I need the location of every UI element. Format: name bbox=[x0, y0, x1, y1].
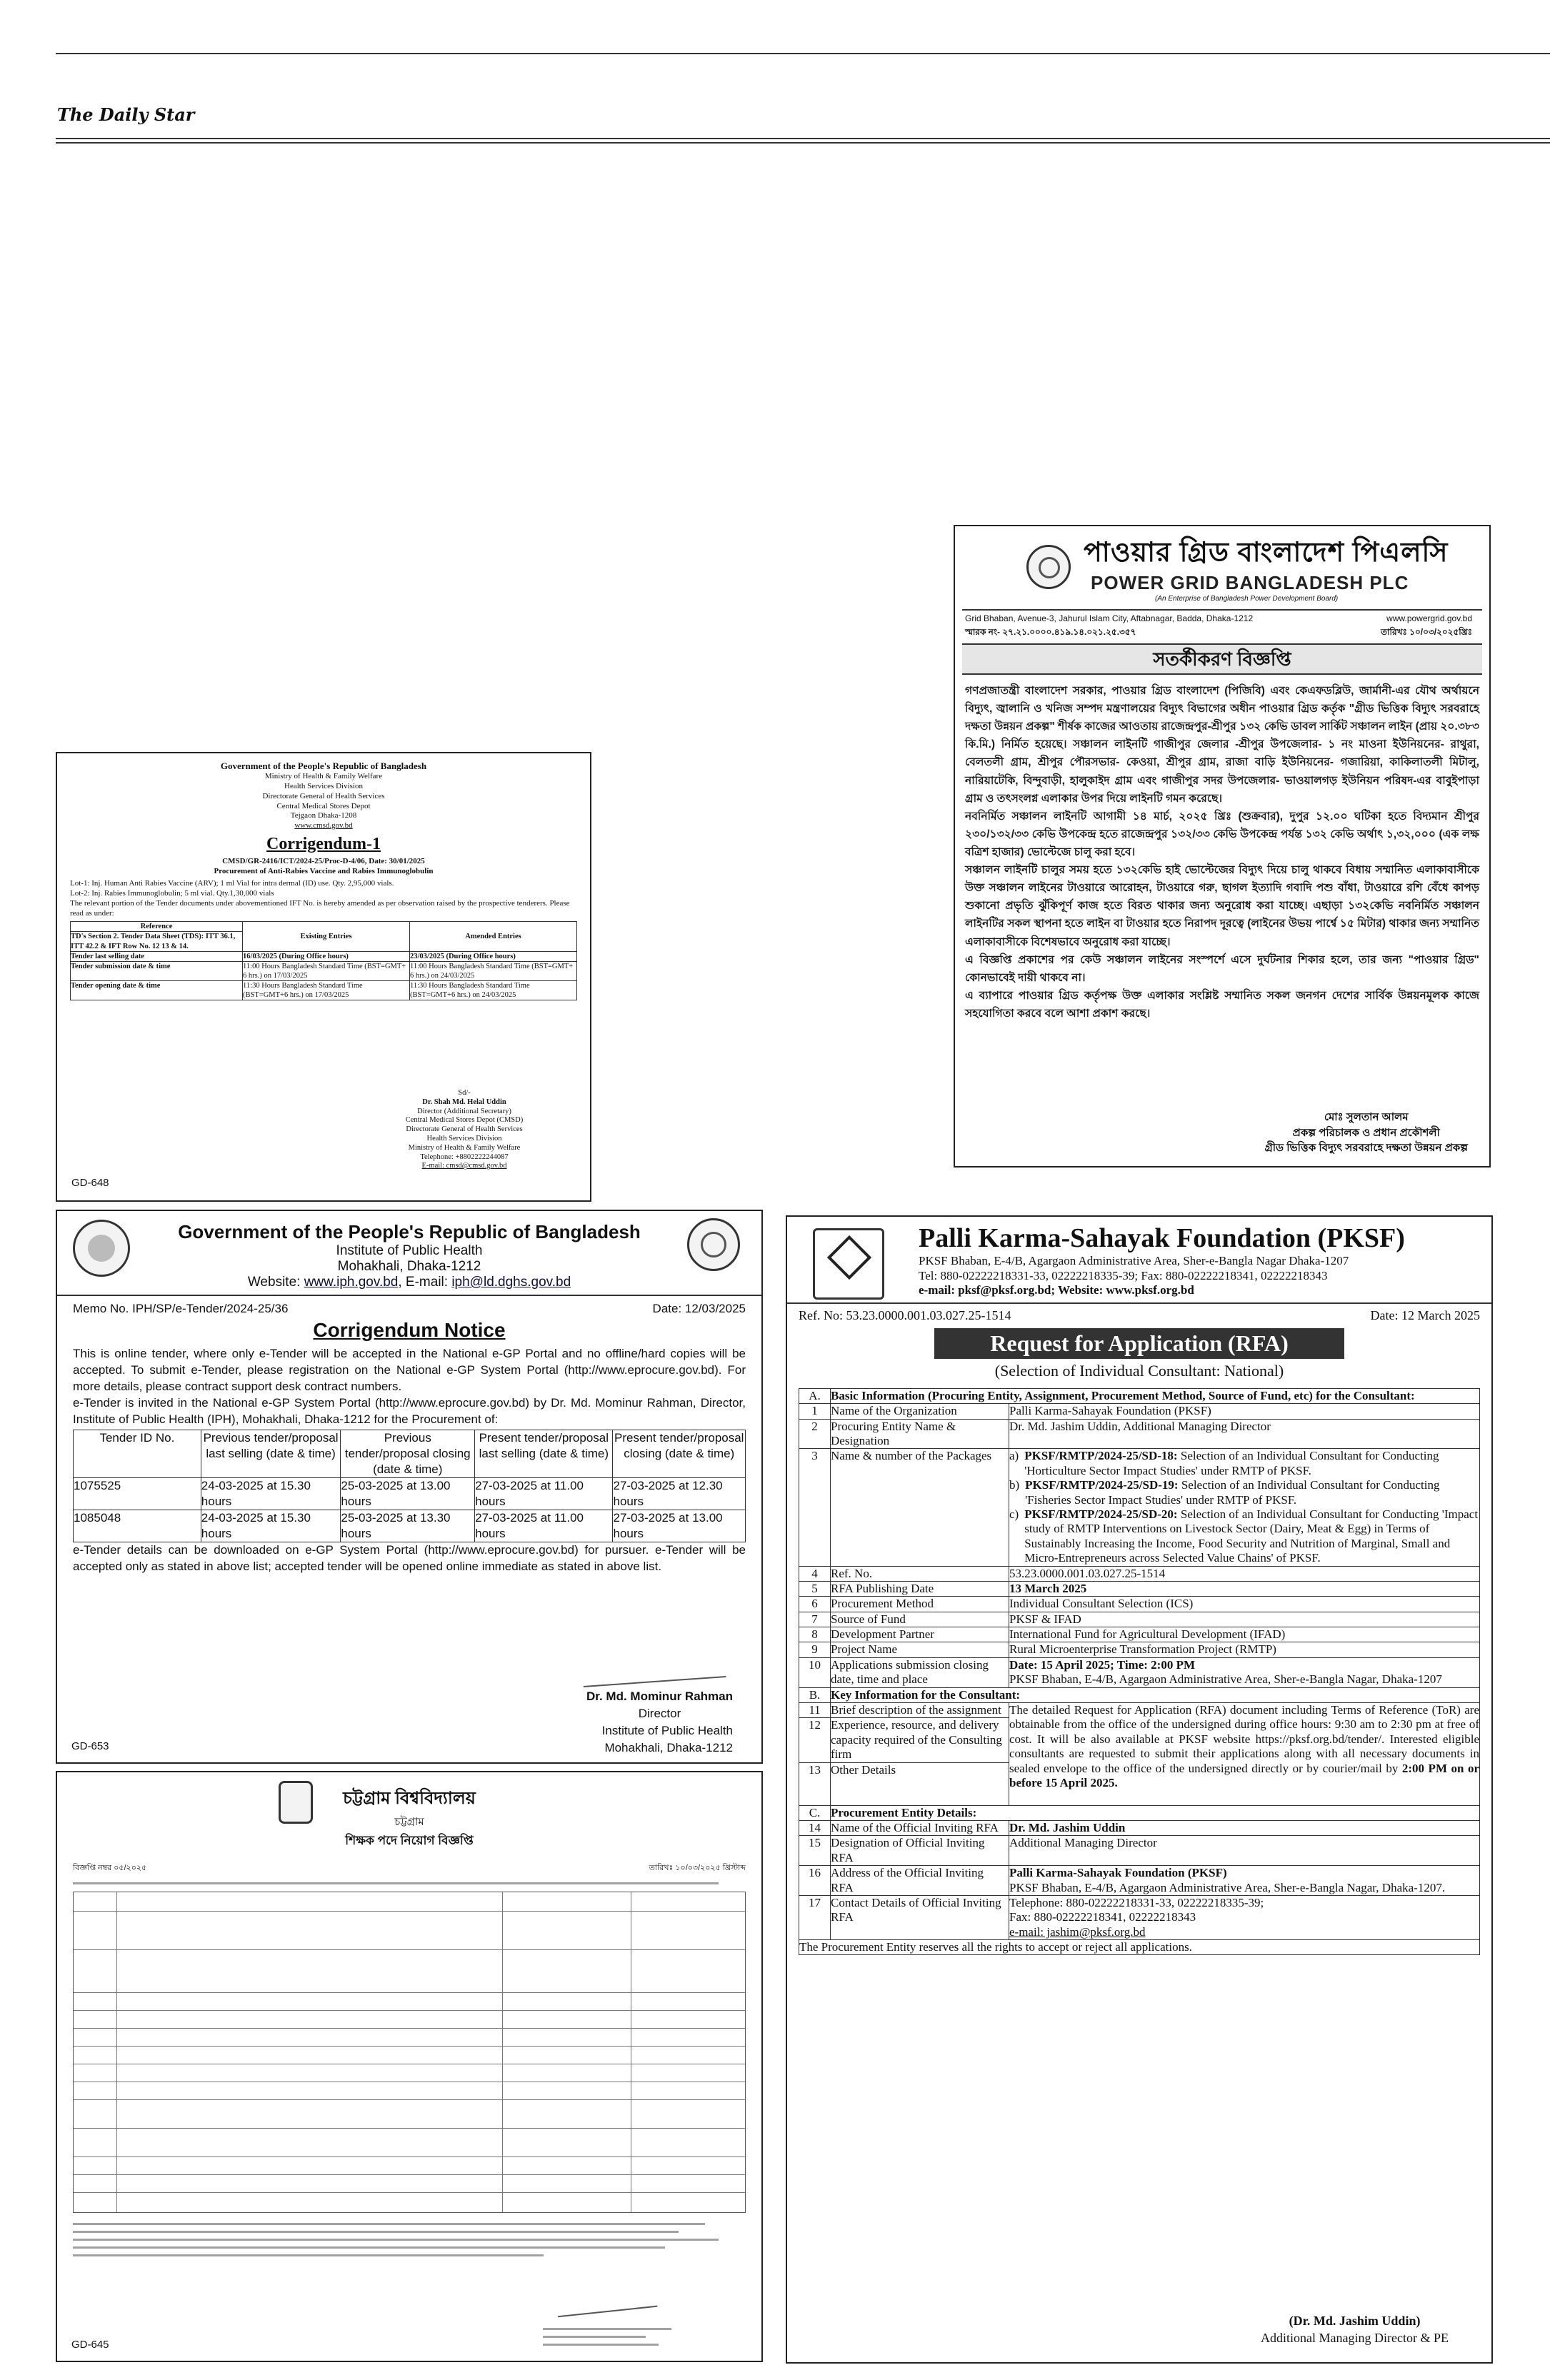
row-number: 15 bbox=[799, 1836, 831, 1866]
cu-position-table bbox=[73, 1892, 746, 2213]
sig-name: (Dr. Md. Jashim Uddin) bbox=[1289, 2314, 1421, 2329]
signature-scribble bbox=[583, 1663, 726, 1687]
pgb-signature bbox=[1264, 1110, 1468, 1156]
cu-city: চট্টগ্রাম bbox=[394, 1816, 424, 1828]
table-cell: 24-03-2025 at 15.30 hours bbox=[201, 1510, 341, 1542]
section-number: A. bbox=[799, 1388, 831, 1403]
cu-signature-block bbox=[543, 2322, 671, 2351]
table-cell: 11:30 Hours Bangladesh Standard Time (BST=GMT+6 hrs.) on 17/03/2025 bbox=[243, 981, 410, 1000]
table-row bbox=[799, 1581, 1480, 1596]
row-key: Other Details bbox=[831, 1762, 1009, 1805]
row-number: 9 bbox=[799, 1642, 831, 1657]
packages-list bbox=[1009, 1449, 1480, 1566]
iph-gov: Government of the People's Republic of Bangladesh bbox=[178, 1221, 641, 1242]
iph-tender-table bbox=[73, 1430, 746, 1543]
row-key: Applications submission closing date, time and place bbox=[831, 1657, 1009, 1687]
table-header: Present tender/proposal closing (date & time) bbox=[613, 1430, 746, 1477]
row-number: 10 bbox=[799, 1657, 831, 1687]
table-row bbox=[799, 1657, 1480, 1687]
masthead-rule-2 bbox=[56, 142, 1550, 144]
pgb-warning-ad bbox=[954, 525, 1491, 1168]
table-cell: 11:00 Hours Bangladesh Standard Time (BST=GMT+ 6 hrs.) on 24/03/2025 bbox=[410, 961, 577, 980]
row-key: Source of Fund bbox=[831, 1612, 1009, 1627]
sig-line: Central Medical Stores Depot (CMSD) bbox=[405, 1116, 524, 1125]
item-marker: b) bbox=[1009, 1478, 1020, 1492]
signature-scribble bbox=[557, 2296, 658, 2318]
sig-email[interactable]: E-mail: cmsd@cmsd.gov.bd bbox=[421, 1162, 507, 1170]
row-number: 2 bbox=[799, 1419, 831, 1449]
sig-line: Ministry of Health & Family Welfare bbox=[408, 1143, 521, 1152]
cmsd-th: Amended Entries bbox=[410, 922, 577, 951]
row-number: 16 bbox=[799, 1866, 831, 1896]
pgb-address: Grid Bhaban, Avenue-3, Jahurul Islam City, Aftabnagar, Badda, Dhaka-1212 bbox=[965, 613, 1254, 623]
row-value: Palli Karma-Sahayak Foundation (PKSF) bbox=[1009, 1404, 1480, 1419]
pgb-paragraph: এ ব্যাপারে পাওয়ার গ্রিড কর্তৃপক্ষ উক্ত এলাকার সংশ্লিষ্ট সম্মানিত সকল জনগন দেশের সার্বিক উন্নয়নমূলক কাজে সহযোগিতা করবে বলে আশা প্রকাশ করছে। bbox=[965, 989, 1479, 1020]
pksf-logo-icon bbox=[813, 1228, 884, 1300]
row-number: 11 bbox=[799, 1703, 831, 1718]
iph-email-link[interactable]: iph@ld.dghs.gov.bd bbox=[451, 1275, 571, 1290]
cmsd-gov: Government of the People's Republic of Bangladesh bbox=[220, 760, 427, 771]
contact-line: Fax: 880-02222218341, 02222218343 bbox=[1009, 1910, 1196, 1924]
key-info-deadline: 2:00 PM on or before 15 April 2025. bbox=[1009, 1761, 1479, 1789]
row-value bbox=[1009, 1895, 1480, 1939]
table-cell: 27-03-2025 at 12.30 hours bbox=[613, 1477, 746, 1510]
cmsd-line: Health Services Division bbox=[284, 782, 363, 790]
table-row bbox=[799, 1566, 1480, 1581]
cmsd-signature bbox=[357, 1089, 571, 1171]
sig-line: প্রকল্প পরিচালক ও প্রধান প্রকৌশলী bbox=[1292, 1126, 1440, 1139]
cmsd-line: Tejgaon Dhaka-1208 bbox=[290, 811, 357, 820]
key-info-text: The detailed Request for Application (RFA) document including Terms of Reference (ToR) are obtainable from the office of the undersigned during office hours: 9:30 am to 2:30 pm at free of cost. It will be also available at PKSF website https://pksf.org.bd/tender/. Interested eligible consultants are requested to submit their applications along with all necessary documents in sealed envelope to the office of the undersigned directly or by courier/mail by bbox=[1009, 1703, 1479, 1775]
pksf-tel: Tel: 880-02222218331-33, 02222218335-39; Fax: 880-02222218341, 02222218343 bbox=[919, 1268, 1328, 1282]
table-cell: Tender opening date & time bbox=[71, 981, 243, 1000]
cu-name: চট্টগ্রাম বিশ্ববিদ্যালয় bbox=[343, 1789, 476, 1808]
sig-name: মোঃ সুলতান আলম bbox=[1324, 1110, 1409, 1123]
cu-title: শিক্ষক পদে নিয়োগ বিজ্ঞপ্তি bbox=[345, 1834, 474, 1847]
section-number: C. bbox=[799, 1805, 831, 1820]
section-row bbox=[799, 1805, 1480, 1820]
table-cell: 25-03-2025 at 13.30 hours bbox=[341, 1510, 475, 1542]
key-info bbox=[1009, 1703, 1480, 1806]
pgb-body bbox=[965, 682, 1479, 1023]
iph-paragraph: e-Tender is invited in the National e-GP System Portal (http://www.eprocure.gov.bd) by Dr. Md. Mominur Rahman, Director, Institute of Public Health (IPH), Mohakhali, Dhaka-1212 for the Procurement of: bbox=[73, 1395, 746, 1426]
table-cell: 1075525 bbox=[74, 1477, 201, 1510]
package-text: Selection of an Individual Consultant for Conducting 'Impact study of RMTP Interventions on Livestock Sector (Dairy, Meat & Egg) in Terms of Sustainably Increasing the Income, Food Security and Nutrition of Marginal, Small and Micro-Entrepreneurs across Selected Value Chains' of PKSF. bbox=[1024, 1507, 1479, 1565]
table-header: Present tender/proposal last selling (date & time) bbox=[475, 1430, 613, 1477]
cmsd-gd-code: GD-648 bbox=[71, 1177, 109, 1190]
pksf-name: Palli Karma-Sahayak Foundation (PKSF) bbox=[919, 1223, 1405, 1253]
cmsd-line: Central Medical Stores Depot bbox=[276, 801, 371, 810]
cu-memo: বিজ্ঞপ্তি নম্বর ০৫/২০২৫ bbox=[73, 1864, 147, 1872]
address-org: Palli Karma-Sahayak Foundation (PKSF) bbox=[1009, 1866, 1227, 1880]
sig-name: Dr. Shah Md. Helal Uddin bbox=[422, 1098, 506, 1106]
row-key: Brief description of the assignment bbox=[831, 1703, 1009, 1718]
pksf-address: PKSF Bhaban, E-4/B, Agargaon Administrative Area, Sher-e-Bangla Nagar Dhaka-1207 bbox=[919, 1253, 1349, 1267]
table-row bbox=[799, 1404, 1480, 1419]
row-number: 13 bbox=[799, 1762, 831, 1805]
cmsd-line: Directorate General of Health Services bbox=[262, 791, 385, 800]
table-cell: 11:30 Hours Bangladesh Standard Time (BST=GMT+6 hrs.) on 24/03/2025 bbox=[410, 981, 577, 1000]
address-line: PKSF Bhaban, E-4/B, Agargaon Administrative Area, Sher-e-Bangla Nagar, Dhaka-1207. bbox=[1009, 1880, 1446, 1894]
cu-recruitment-ad bbox=[56, 1771, 763, 2362]
row-value: 13 March 2025 bbox=[1009, 1581, 1480, 1596]
table-row bbox=[799, 1895, 1480, 1939]
table-cell: 27-03-2025 at 13.00 hours bbox=[613, 1510, 746, 1542]
table-row bbox=[71, 961, 577, 980]
row-number: 17 bbox=[799, 1895, 831, 1939]
row-key: Project Name bbox=[831, 1642, 1009, 1657]
deadline: Date: 15 April 2025; Time: 2:00 PM bbox=[1009, 1657, 1195, 1672]
sig-line: Directorate General of Health Services bbox=[406, 1125, 523, 1134]
iph-date: Date: 12/03/2025 bbox=[652, 1302, 746, 1315]
iph-title: Corrigendum Notice bbox=[313, 1319, 506, 1341]
iph-contact bbox=[73, 1275, 746, 1290]
cu-gd-code: GD-645 bbox=[71, 2339, 109, 2351]
pgb-paragraph: নবনির্মিত সঞ্চালন লাইনটি আগামী ১৪ মার্চ, ২০২৫ খ্রিঃ (শুক্রবার), দুপুর ১২.০০ ঘটিকা হতে বিদ্যমান শ্রীপুর ২৩০/১৩২/৩৩ কেভি উপকেন্দ্র হতে রাজেন্দ্রপুর ১৩২/৩৩ কেভি উপকেন্দ্র পর্যন্ত ১৩২ কেভি অর্থাৎ ১,৩২,০০০ (এক লক্ষ বত্রিশ হাজার) ভোল্টেজে চালু করা হবে। bbox=[965, 810, 1479, 858]
cmsd-corrigendum-ad bbox=[56, 752, 591, 1202]
row-value: Dr. Md. Jashim Uddin bbox=[1009, 1820, 1480, 1835]
pksf-ref: Ref. No: 53.23.0000.001.03.027.25-1514 bbox=[799, 1308, 1011, 1322]
cu-logo-icon bbox=[279, 1781, 313, 1824]
row-key: RFA Publishing Date bbox=[831, 1581, 1009, 1596]
pksf-date: Date: 12 March 2025 bbox=[1370, 1308, 1480, 1322]
row-key: Designation of Official Inviting RFA bbox=[831, 1836, 1009, 1866]
contact-email[interactable]: e-mail: jashim@pksf.org.bd bbox=[1009, 1924, 1146, 1939]
table-cell: 27-03-2025 at 11.00 hours bbox=[475, 1477, 613, 1510]
iph-logo-icon bbox=[687, 1218, 740, 1271]
cmsd-line: Ministry of Health & Family Welfare bbox=[264, 772, 383, 781]
table-cell: Tender last selling date bbox=[71, 951, 243, 961]
pgb-date: তারিখঃ ১০/০৩/২০২৫খ্রিঃ bbox=[1381, 627, 1472, 637]
iph-address: Mohakhali, Dhaka-1212 bbox=[337, 1259, 481, 1274]
cmsd-lot2: Lot-2: Inj. Rabies Immunoglobulin; 5 ml vial. Qty.1,30,000 vials bbox=[70, 889, 274, 898]
table-header-row bbox=[74, 1430, 746, 1477]
row-number: 4 bbox=[799, 1566, 831, 1581]
section-row bbox=[799, 1687, 1480, 1702]
table-cell: 23/03/2025 (During Office hours) bbox=[410, 951, 577, 961]
place: PKSF Bhaban, E-4/B, Agargaon Administrative Area, Sher-e-Bangla Nagar, Dhaka-1207 bbox=[1009, 1672, 1442, 1687]
sig-line: Additional Managing Director & PE bbox=[1261, 2330, 1449, 2345]
table-row bbox=[799, 1820, 1480, 1835]
row-value bbox=[1009, 1657, 1480, 1687]
table-row bbox=[799, 1836, 1480, 1866]
label: , E-mail: bbox=[398, 1275, 452, 1290]
pgb-en-name: POWER GRID BANGLADESH PLC bbox=[1091, 572, 1409, 593]
contact-line: Telephone: 880-02222218331-33, 02222218335-39; bbox=[1009, 1895, 1264, 1909]
sig-line: গ্রীড ভিত্তিক বিদ্যুৎ সরবরাহে দক্ষতা উন্নয়ন প্রকল্প bbox=[1264, 1142, 1468, 1155]
package-code: PKSF/RMTP/2024-25/SD-20: bbox=[1024, 1507, 1178, 1521]
table-header: Previous tender/proposal last selling (date & time) bbox=[201, 1430, 341, 1477]
table-row bbox=[799, 1419, 1480, 1449]
sig-line: Telephone: +8802222244087 bbox=[420, 1153, 509, 1161]
cu-faint-text bbox=[73, 1882, 746, 2256]
cmsd-th: Reference bbox=[71, 922, 243, 932]
row-key: Development Partner bbox=[831, 1627, 1009, 1642]
table-row bbox=[74, 1510, 746, 1542]
row-number: 1 bbox=[799, 1404, 831, 1419]
cu-date: তারিখঃ ১০/০৩/২০২৫ খ্রিস্টাব্দ bbox=[649, 1864, 746, 1872]
row-key: Name of the Organization bbox=[831, 1404, 1009, 1419]
row-value: PKSF & IFAD bbox=[1009, 1612, 1480, 1627]
table-row bbox=[799, 1449, 1480, 1566]
cmsd-title: Corrigendum-1 bbox=[266, 834, 381, 853]
label: Website: bbox=[247, 1275, 304, 1290]
sig-line: Director (Additional Secretary) bbox=[417, 1107, 511, 1115]
iph-paragraph: e-Tender details can be downloaded on e-GP System Portal (http://www.eprocure.gov.bd) for pursuer. e-Tender will be accepted only as stated in above list; accepted tender will be opened online immediate as stated in above list. bbox=[73, 1543, 746, 1574]
sig-line: Director bbox=[638, 1707, 681, 1721]
pgb-bn-name: পাওয়ার গ্রিড বাংলাদেশ পিএলসি bbox=[1084, 538, 1449, 568]
iph-paragraph: This is online tender, where only e-Tender will be accepted in the National e-GP Portal and no offline/hard copies will be accepted. To submit e-Tender, please registration on the National e-GP System Portal (http://www.eprocure.gov.bd). For more details, please contract support desk contract numbers. bbox=[73, 1347, 746, 1393]
cmsd-th: Existing Entries bbox=[243, 922, 410, 951]
row-value: International Fund for Agricultural Development (IFAD) bbox=[1009, 1627, 1480, 1642]
cmsd-table bbox=[70, 921, 577, 1000]
package-code: PKSF/RMTP/2024-25/SD-18: bbox=[1024, 1449, 1178, 1463]
iph-signature bbox=[586, 1688, 733, 1757]
pgb-memo: স্মারক নং- ২৭.২১.০০০০.৪১৯.১৪.০২১.২৫.৩৫৭ bbox=[965, 627, 1136, 637]
pgb-paragraph: এ বিজ্ঞপ্তি প্রকাশের পর কেউ সঞ্চালন লাইনের সংস্পর্শে এসে দুর্ঘটনার শিকার হলে, তার জন্য "পাওয়ার গ্রিড" কোনভাবেই দায়ী থাকবে না। bbox=[965, 953, 1479, 984]
table-cell: 16/03/2025 (During Office hours) bbox=[243, 951, 410, 961]
masthead-brand: The Daily Star bbox=[57, 104, 195, 125]
row-number: 8 bbox=[799, 1627, 831, 1642]
row-value: Dr. Md. Jashim Uddin, Additional Managing Director bbox=[1009, 1419, 1480, 1449]
sig-line: Mohakhali, Dhaka-1212 bbox=[604, 1741, 733, 1755]
section-title: Basic Information (Procuring Entity, Assignment, Procurement Method, Source of Fund, etc) for the Consultant: bbox=[831, 1388, 1480, 1403]
row-key: Name of the Official Inviting RFA bbox=[831, 1820, 1009, 1835]
table-footer-row bbox=[799, 1940, 1480, 1955]
top-rule bbox=[56, 53, 1550, 54]
table-row bbox=[799, 1703, 1480, 1718]
pgb-title: সতর্কীকরণ বিজ্ঞপ্তি bbox=[962, 643, 1482, 675]
row-key: Contact Details of Official Inviting RFA bbox=[831, 1895, 1009, 1939]
pksf-email[interactable]: e-mail: pksf@pksf.org.bd; Website: www.pksf.org.bd bbox=[919, 1283, 1194, 1297]
list-item bbox=[1009, 1507, 1479, 1566]
table-cell: 27-03-2025 at 11.00 hours bbox=[475, 1510, 613, 1542]
pgb-logo-icon bbox=[1026, 545, 1071, 589]
pksf-banner: Request for Application (RFA) bbox=[934, 1328, 1344, 1359]
row-key: Name & number of the Packages bbox=[831, 1449, 1009, 1566]
row-number: 3 bbox=[799, 1449, 831, 1566]
bd-gov-emblem-icon bbox=[73, 1220, 130, 1277]
sig-name: Dr. Md. Mominur Rahman bbox=[586, 1689, 733, 1703]
row-number: 7 bbox=[799, 1612, 831, 1627]
row-key: Ref. No. bbox=[831, 1566, 1009, 1581]
table-header: Tender ID No. bbox=[74, 1430, 201, 1477]
table-cell: 25-03-2025 at 13.00 hours bbox=[341, 1477, 475, 1510]
table-row bbox=[74, 1477, 746, 1510]
row-key: Procuring Entity Name & Designation bbox=[831, 1419, 1009, 1449]
row-number: 6 bbox=[799, 1597, 831, 1612]
row-value: Rural Microenterprise Transformation Project (RMTP) bbox=[1009, 1642, 1480, 1657]
table-row bbox=[799, 1627, 1480, 1642]
row-number: 5 bbox=[799, 1581, 831, 1596]
item-marker: c) bbox=[1009, 1507, 1019, 1521]
cmsd-website[interactable]: www.cmsd.gov.bd bbox=[294, 821, 353, 830]
row-value: 53.23.0000.001.03.027.25-1514 bbox=[1009, 1566, 1480, 1581]
table-cell: 11:00 Hours Bangladesh Standard Time (BST=GMT+ 6 hrs.) on 17/03/2025 bbox=[243, 961, 410, 980]
iph-institute: Institute of Public Health bbox=[336, 1243, 483, 1258]
table-header: Previous tender/proposal closing (date & time) bbox=[341, 1430, 475, 1477]
row-number: 12 bbox=[799, 1718, 831, 1762]
row-value: Individual Consultant Selection (ICS) bbox=[1009, 1597, 1480, 1612]
masthead-rule-1 bbox=[56, 138, 1550, 139]
table-row bbox=[799, 1866, 1480, 1896]
item-marker: a) bbox=[1009, 1449, 1019, 1463]
sig-line: Sd/- bbox=[458, 1089, 471, 1097]
pksf-subtitle: (Selection of Individual Consultant: National) bbox=[994, 1361, 1284, 1380]
iph-website-link[interactable]: www.iph.gov.bd bbox=[304, 1275, 399, 1290]
row-value bbox=[1009, 1866, 1480, 1896]
section-row bbox=[799, 1388, 1480, 1403]
table-row bbox=[799, 1597, 1480, 1612]
pksf-table bbox=[799, 1388, 1480, 1956]
pksf-rfa-ad bbox=[786, 1215, 1493, 2364]
sig-line: Health Services Division bbox=[426, 1134, 502, 1143]
cmsd-ref: CMSD/GR-2416/ICT/2024-25/Proc-D-4/06, Date: 30/01/2025 bbox=[222, 856, 425, 865]
section-title: Procurement Entity Details: bbox=[831, 1805, 1480, 1820]
iph-memo: Memo No. IPH/SP/e-Tender/2024-25/36 bbox=[73, 1302, 289, 1315]
pgb-tagline: (An Enterprise of Bangladesh Power Development Board) bbox=[1155, 595, 1339, 603]
cmsd-subject: Procurement of Anti-Rabies Vaccine and Rabies Immunoglobulin bbox=[214, 866, 434, 875]
table-row bbox=[799, 1642, 1480, 1657]
cmsd-lot1: Lot-1: Inj. Human Anti Rabies Vaccine (ARV); 1 ml Vial for intra dermal (ID) use. Qty. 2,95,000 vials. bbox=[70, 879, 394, 888]
row-value: Additional Managing Director bbox=[1009, 1836, 1480, 1866]
table-row bbox=[799, 1612, 1480, 1627]
table-cell: 24-03-2025 at 15.30 hours bbox=[201, 1477, 341, 1510]
footer-note: The Procurement Entity reserves all the rights to accept or reject all applications. bbox=[799, 1940, 1480, 1955]
iph-gd-code: GD-653 bbox=[71, 1740, 109, 1752]
sig-line: Institute of Public Health bbox=[601, 1724, 733, 1738]
cmsd-tds-ref: TD's Section 2. Tender Data Sheet (TDS): ITT 36.1, ITT 42.2 & IFT Row No. 12 13 & 14. bbox=[71, 932, 243, 951]
section-title: Key Information for the Consultant: bbox=[831, 1687, 1480, 1702]
pksf-signature bbox=[1261, 2313, 1449, 2346]
pgb-web[interactable]: www.powergrid.gov.bd bbox=[1386, 613, 1472, 623]
row-key: Experience, resource, and delivery capacity required of the Consulting firm bbox=[831, 1718, 1009, 1762]
list-item bbox=[1009, 1449, 1479, 1478]
package-text: Selection of an Individual Consultant for Conducting 'Fisheries Sector Impact Studies' under RMTP of PKSF. bbox=[1025, 1478, 1440, 1507]
table-cell: 1085048 bbox=[74, 1510, 201, 1542]
row-number: 14 bbox=[799, 1820, 831, 1835]
pgb-paragraph: সঞ্চালন লাইনটি চালুর সময় হতে ১৩২কেভি হাই ভোল্টেজের বিদ্যুৎ দিয়ে চালু থাকবে বিধায় সম্মানিত এলাকাবাসীকে উক্ত সঞ্চালন লাইনের টাওয়ারে আরোহন, টাওয়ারে গরু, ছাগল ইত্যাদি গবাদি পশু বাঁধা, টাওয়ারে রশি বেঁধে কাপড় শুকানো প্রভৃতি ঝুঁকিপূর্ণ কাজ হতে বিরত থাকার জন্য অনুরোধ করা যাচ্ছে। এছাড়া ১৩২কেভি নবনির্মিত সঞ্চালন লাইনটির সকল স্থাপনা হতে লাইন বা টাওয়ার হতে নিরাপদ দূরত্বে (লাইনের উভয় পার্শ্বে ১৫ মিটার) থাকার জন্য সম্মানিত এলাকাবাসীকে বিশেষভাবে অনুরোধ করা যাচ্ছে। bbox=[965, 864, 1479, 948]
cmsd-intro: The relevant portion of the Tender documents under abovementioned IFT No. is hereby amended as per observation raised by the prospective tenderers. Please read as under: bbox=[70, 898, 570, 918]
iph-corrigendum-ad bbox=[56, 1210, 763, 1764]
list-item bbox=[1009, 1478, 1479, 1507]
package-code: PKSF/RMTP/2024-25/SD-19: bbox=[1025, 1478, 1179, 1492]
table-row bbox=[71, 981, 577, 1000]
row-key: Address of the Official Inviting RFA bbox=[831, 1866, 1009, 1896]
table-row bbox=[71, 951, 577, 961]
table-cell: Tender submission date & time bbox=[71, 961, 243, 980]
row-key: Procurement Method bbox=[831, 1597, 1009, 1612]
section-number: B. bbox=[799, 1687, 831, 1702]
package-text: Selection of an Individual Consultant for Conducting 'Horticulture Sector Impact Studies' under RMTP of PKSF. bbox=[1024, 1449, 1439, 1477]
pgb-paragraph: গণপ্রজাতন্ত্রী বাংলাদেশ সরকার, পাওয়ার গ্রিড বাংলাদেশ (পিজিবি) এবং কেএফডব্লিউ, জার্মানী-এর যৌথ অর্থায়নে বিদ্যুৎ, জ্বালানি ও খনিজ সম্পদ মন্ত্রণালয়ের বিদ্যুৎ বিভাগের অধীন পাওয়ার গ্রিড কর্তৃক "গ্রীড ভিত্তিক বিদ্যুৎ সরবরাহে দক্ষতা উন্নয়ন প্রকল্প" শীর্ষক কাজের আওতায় রাজেন্দ্রপুর-শ্রীপুর ১৩২ কেভি ডাবল সার্কিট সঞ্চালন লাইন (প্রায় ২০.৩৮৩ কি.মি.) নির্মিত হয়েছে। সঞ্চালন লাইনটি গাজীপুর জেলার -শ্রীপুর উপজেলার- ১ নং মাওনা ইউনিয়নের- রাথুরা, বেলতলী গ্রাম, শ্রীপুর পৌরসভার- কেওয়া, শ্রীপুর গ্রাম, রাজা বাড়ি ইউনিয়নের- গজারিয়া, কাকিলাতলী মিটালু, নারিয়াটেকি, বিন্দুবাড়ী, হালুকাইদ গ্রাম এবং গাজীপুর সদর উপজেলার- ভাওয়ালগড় ইউনিয়ন পরিষদ-এর বাবুইপাড়া গ্রাম ও তৎসংলগ্ন এলাকার উপর দিয়ে লাইনটি গমন করেছে। bbox=[965, 685, 1479, 805]
